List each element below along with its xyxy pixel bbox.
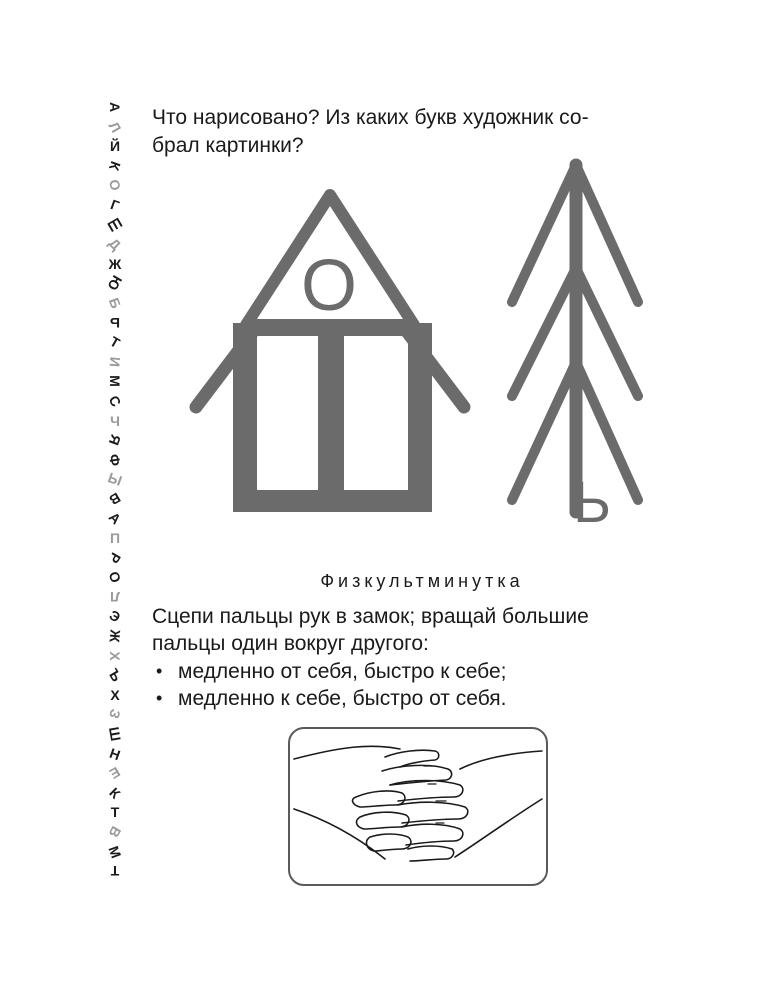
strip-letter: Г xyxy=(108,196,122,214)
instruction-line-1: Сцепи пальцы рук в замок; вращай большие xyxy=(152,605,589,628)
strip-letter: А xyxy=(107,101,123,113)
step-text: медленно к себе, быстро от себя. xyxy=(178,687,507,710)
finger xyxy=(353,791,405,807)
tree-letter: Ь xyxy=(572,470,612,535)
strip-letter: Н xyxy=(107,744,123,763)
finger xyxy=(367,834,411,851)
strip-letter: Р xyxy=(105,549,125,566)
finger xyxy=(357,812,409,829)
strip-letter: Ъ xyxy=(105,665,125,685)
strip-letter: Ч xyxy=(110,412,120,429)
strip-letter: Т xyxy=(110,863,120,880)
tree-picture xyxy=(512,165,638,535)
house-letter: О xyxy=(300,246,358,326)
hands-illustration-frame xyxy=(288,727,548,886)
house-picture xyxy=(196,195,464,512)
left-forearm-line xyxy=(294,746,400,759)
strip-letter: Ш xyxy=(104,214,126,236)
strip-letter: Й xyxy=(109,138,121,155)
strip-letter: Ю xyxy=(104,273,126,294)
strip-letter: Т xyxy=(110,804,120,821)
strip-letter: Х xyxy=(110,686,120,703)
strip-letter: О xyxy=(106,178,124,193)
house-body-letter-sh xyxy=(233,323,432,512)
finger xyxy=(408,846,454,861)
exercise-instructions xyxy=(152,603,692,657)
strip-letter: Э xyxy=(106,607,124,626)
left-wrist-line xyxy=(294,809,385,859)
strip-letter: М xyxy=(107,375,123,388)
fingernail-marks xyxy=(424,766,446,823)
question-line-1: Что нарисовано? Из каких букв художник со- xyxy=(152,106,589,129)
strip-letter: В xyxy=(106,489,124,509)
strip-letter: Ш xyxy=(105,725,125,743)
strip-letter: Л xyxy=(105,118,125,135)
strip-letter: Х xyxy=(107,650,123,661)
strip-letter: О xyxy=(105,569,125,586)
strip-letter: С xyxy=(105,392,125,410)
question-line-2: брал картинки? xyxy=(152,134,304,157)
step-text: медленно от себя, быстро к себе; xyxy=(178,660,507,683)
strip-letter: Б xyxy=(105,295,125,311)
strip-letter: П xyxy=(109,530,121,547)
strip-letter: Д xyxy=(105,234,125,254)
strip-letter: Т xyxy=(107,333,123,352)
strip-letter: К xyxy=(106,159,124,173)
exercise-steps xyxy=(152,658,692,712)
strip-letter: Ф xyxy=(106,452,124,467)
strip-letter: Л xyxy=(110,588,120,605)
strip-letter: К xyxy=(106,784,124,802)
right-forearm-line xyxy=(460,751,542,769)
bullet-icon: • xyxy=(156,688,163,708)
clasped-hands-illustration xyxy=(290,729,546,884)
list-item xyxy=(152,658,692,685)
strip-letter: Ж xyxy=(108,255,122,272)
bullet-icon: • xyxy=(156,661,163,681)
exercise-heading: Физкультминутка xyxy=(320,571,524,591)
strip-letter: А xyxy=(105,509,125,528)
thumb-top xyxy=(385,750,439,767)
strip-letter: Я xyxy=(105,432,125,448)
strip-letter: З xyxy=(105,707,125,722)
strip-letter: Ж xyxy=(106,629,124,644)
strip-letter: И xyxy=(106,356,124,368)
strip-letter: Ы xyxy=(105,469,125,490)
strip-letter: Е xyxy=(106,763,124,783)
list-item xyxy=(152,685,692,712)
strip-letter: М xyxy=(105,843,125,860)
instruction-line-2: пальцы один вокруг другого: xyxy=(152,632,429,655)
strip-letter: В xyxy=(105,823,125,841)
right-wrist-line xyxy=(455,799,542,857)
strip-letter: Ь xyxy=(109,314,121,331)
